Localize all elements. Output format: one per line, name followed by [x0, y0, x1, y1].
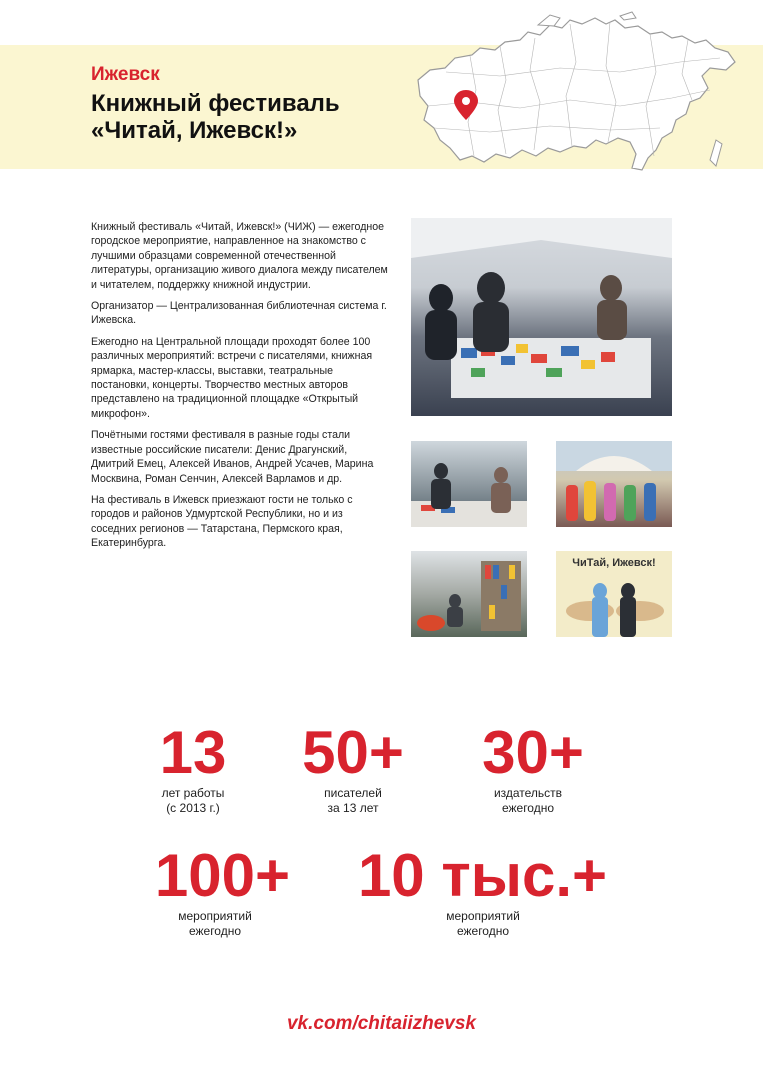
paragraph: Организатор — Централизованная библиотечная система г. Ижевска.: [91, 300, 387, 327]
stat-label-line: писателей: [324, 786, 382, 800]
stat-label: [123, 786, 263, 816]
stat-label-line: издательств: [493, 786, 563, 800]
paragraph: Ежегодно на Центральной площади проходят более 100 различных мероприятий: встречи с писателями, книжная ярмарка, мастер-классы, выставки, театральные постановки, концерты. Творчество местных авторов представлено на традиционной площадке «Открытый микрофон».: [91, 335, 373, 420]
paragraph: На фестиваль в Ижевск приезжают гости не только с городов и районов Удмуртской Республики, но и из соседних регионов — Татарстана, Пермского края, Екатеринбурга.: [91, 493, 353, 550]
photo-costumes: [556, 441, 672, 527]
title-line-2: «Читай, Ижевск!»: [91, 117, 298, 144]
stat-value: 10 тыс.+: [357, 842, 608, 909]
photo-bookshelf: [411, 551, 527, 637]
stat-label-line: ежегодно: [188, 924, 242, 938]
photo-banner: [556, 551, 672, 637]
stat-label-line: за 13 лет: [327, 801, 379, 815]
stat-label: [145, 909, 285, 939]
stat-label: [413, 909, 553, 939]
description: [91, 220, 391, 558]
title-line-1: Книжный фестиваль: [91, 90, 340, 117]
stat-label: [458, 786, 598, 816]
stat-label-line: мероприятий: [446, 909, 520, 923]
vk-link[interactable]: vk.com/chitaiizhevsk: [286, 1013, 477, 1034]
paragraph: Почётными гостями фестиваля в разные годы стали известные российские писатели: Денис Драгунский, Дмитрий Емец, Алексей Иванов, Андрей Усачев, Марина Москвина, Роман Сенчин, Алексей Варламов и др.: [91, 429, 374, 485]
stat-label-line: ежегодно: [501, 801, 555, 815]
photo-book-fair: [411, 218, 672, 416]
stat-value: 100+: [154, 842, 291, 909]
banner-text: ЧиТай, Ижевск!: [572, 557, 656, 569]
stat-label-line: (с 2013 г.): [166, 801, 220, 815]
photo-stand: [411, 441, 527, 527]
russia-map-icon: [410, 10, 750, 190]
city-heading: Ижевск: [91, 64, 160, 85]
page-title: [91, 90, 411, 144]
stat-label-line: мероприятий: [178, 909, 252, 923]
stat-label-line: лет работы: [161, 786, 225, 800]
stat-label-line: ежегодно: [456, 924, 510, 938]
stat-value: 30+: [482, 719, 584, 786]
stat-value: 50+: [302, 719, 404, 786]
paragraph: Книжный фестиваль «Читай, Ижевск!» (ЧИЖ) — ежегодное городское мероприятие, направленное на знакомство с лучшими образцами современной отечественной литературы, организацию живого диалога между писателем и читателем, поддержку книжной индустрии.: [91, 221, 388, 291]
stat-label: [283, 786, 423, 816]
stat-value: 13: [159, 719, 227, 786]
